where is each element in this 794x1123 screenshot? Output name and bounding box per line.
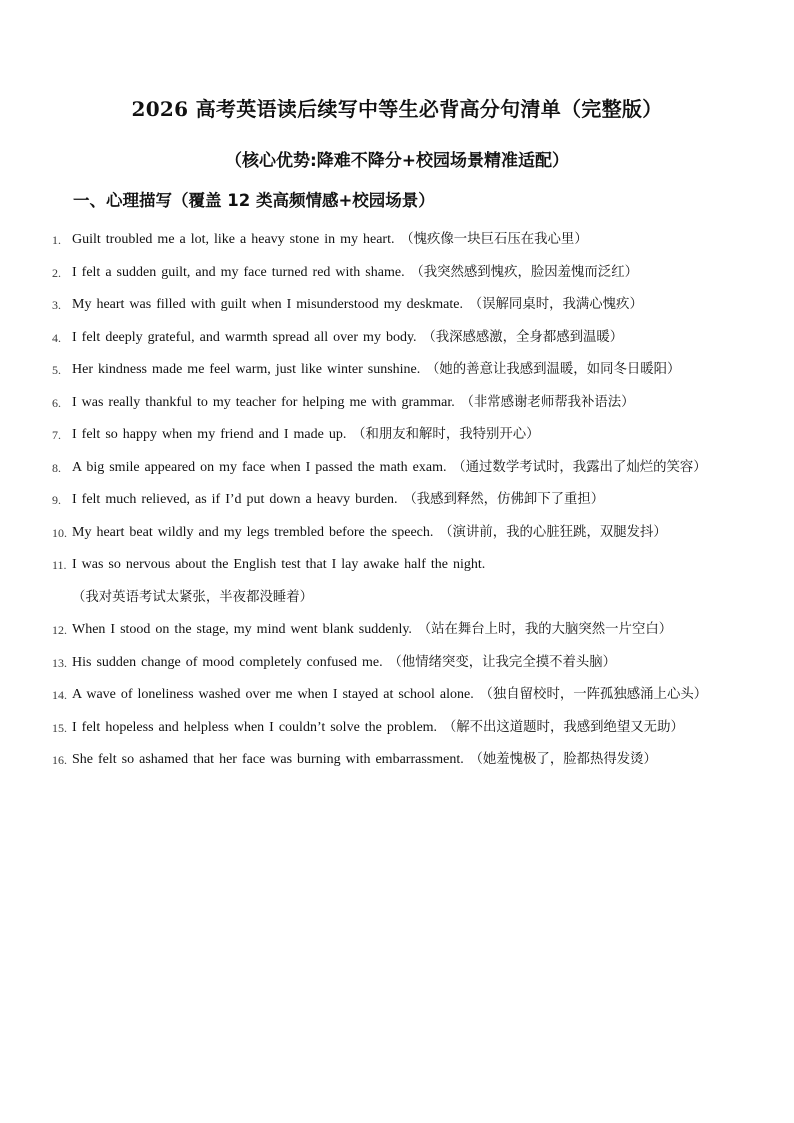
list-item bbox=[52, 517, 732, 550]
item-number: 3. bbox=[52, 298, 61, 312]
english-sentence: I was really thankful to my teacher for helping me with grammar. bbox=[72, 394, 455, 410]
item-number: 6. bbox=[52, 395, 61, 410]
list-item bbox=[52, 322, 732, 355]
chinese-translation: （站在舞台上时，我的大脑突然一片空白） bbox=[417, 622, 673, 637]
chinese-translation: （我突然感到愧疚，脸因羞愧而泛红） bbox=[410, 264, 638, 280]
list-item bbox=[52, 257, 732, 290]
item-number: 2. bbox=[52, 265, 61, 280]
list-item bbox=[52, 224, 732, 257]
english-sentence: I was so nervous about the English test that I lay awake half the night. bbox=[72, 557, 486, 572]
list-item bbox=[52, 744, 732, 777]
item-number: 9. bbox=[52, 493, 61, 507]
document-title: 2026 高考英语读后续写中等生必背高分句清单（完整版） bbox=[131, 97, 663, 121]
chinese-translation: （我深感感激，全身都感到温暖） bbox=[422, 329, 624, 345]
chinese-translation: （她的善意让我感到温暖，如同冬日暖阳） bbox=[426, 362, 681, 377]
item-number: 8. bbox=[52, 460, 61, 475]
chinese-translation: （和朋友和解时，我特别开心） bbox=[352, 427, 540, 442]
list-item bbox=[52, 289, 732, 322]
item-number: 11. bbox=[52, 558, 67, 572]
chinese-translation: （独自留校时，一阵孤独感涌上心头） bbox=[479, 687, 708, 702]
sentence-list bbox=[52, 224, 732, 777]
chinese-translation: （愧疚像一块巨石压在我心里） bbox=[400, 232, 588, 247]
chinese-translation: （通过数学考试时，我露出了灿烂的笑容） bbox=[452, 459, 707, 475]
item-number: 12. bbox=[52, 623, 67, 637]
chinese-translation: （我感到释然，仿佛卸下了重担） bbox=[403, 492, 605, 507]
item-number: 10. bbox=[52, 525, 67, 540]
list-item bbox=[52, 419, 732, 452]
list-item bbox=[52, 647, 732, 680]
chinese-translation: （误解同桌时，我满心愧疚） bbox=[468, 297, 643, 312]
english-sentence: My heart beat wildly and my legs trembled before the speech. bbox=[72, 524, 434, 540]
chinese-translation: （我对英语考试太紧张，半夜都没睡着） bbox=[72, 589, 314, 605]
chinese-translation: （非常感谢老师帮我补语法） bbox=[460, 394, 635, 410]
english-sentence: When I stood on the stage, my mind went blank suddenly. bbox=[72, 622, 412, 637]
english-sentence: I felt much relieved, as if I’d put down a heavy burden. bbox=[72, 492, 398, 507]
list-item bbox=[52, 452, 732, 485]
item-number: 16. bbox=[52, 753, 67, 767]
item-number: 13. bbox=[52, 655, 67, 670]
chinese-translation: （他情绪突变，让我完全摸不着头脑） bbox=[388, 654, 617, 670]
english-sentence: I felt so happy when my friend and I made up. bbox=[72, 427, 347, 442]
section-heading: 一、心理描写（覆盖 12 类高频情感+校园场景） bbox=[73, 191, 435, 210]
item-number: 5. bbox=[52, 363, 61, 377]
item-number: 14. bbox=[52, 688, 67, 702]
english-sentence: She felt so ashamed that her face was burning with embarrassment. bbox=[72, 752, 464, 767]
item-number: 15. bbox=[52, 720, 67, 735]
english-sentence: I felt hopeless and helpless when I couldn’t solve the problem. bbox=[72, 719, 438, 735]
list-item bbox=[52, 387, 732, 420]
chinese-translation: （解不出这道题时，我感到绝望又无助） bbox=[442, 719, 684, 735]
item-number: 7. bbox=[52, 428, 61, 442]
english-sentence: A big smile appeared on my face when I passed the math exam. bbox=[72, 459, 447, 475]
list-item bbox=[52, 354, 732, 387]
list-item bbox=[52, 679, 732, 712]
chinese-translation: （演讲前，我的心脏狂跳，双腿发抖） bbox=[439, 524, 667, 540]
item-number: 1. bbox=[52, 233, 61, 247]
item-number: 4. bbox=[52, 330, 61, 345]
english-sentence: Guilt troubled me a lot, like a heavy stone in my heart. bbox=[72, 232, 395, 247]
list-item bbox=[52, 712, 732, 745]
list-item bbox=[52, 549, 732, 614]
list-item bbox=[52, 484, 732, 517]
english-sentence: Her kindness made me feel warm, just like winter sunshine. bbox=[72, 362, 421, 377]
chinese-translation: （她羞愧极了，脸都热得发烫） bbox=[469, 752, 657, 767]
english-sentence: His sudden change of mood completely confused me. bbox=[72, 654, 383, 670]
english-sentence: A wave of loneliness washed over me when I stayed at school alone. bbox=[72, 687, 474, 702]
list-item bbox=[52, 614, 732, 647]
english-sentence: I felt a sudden guilt, and my face turned red with shame. bbox=[72, 264, 405, 280]
english-sentence: My heart was filled with guilt when I misunderstood my deskmate. bbox=[72, 297, 463, 312]
english-sentence: I felt deeply grateful, and warmth spread all over my body. bbox=[72, 329, 417, 345]
document-subtitle: （核心优势:降难不降分+校园场景精准适配） bbox=[224, 151, 570, 171]
